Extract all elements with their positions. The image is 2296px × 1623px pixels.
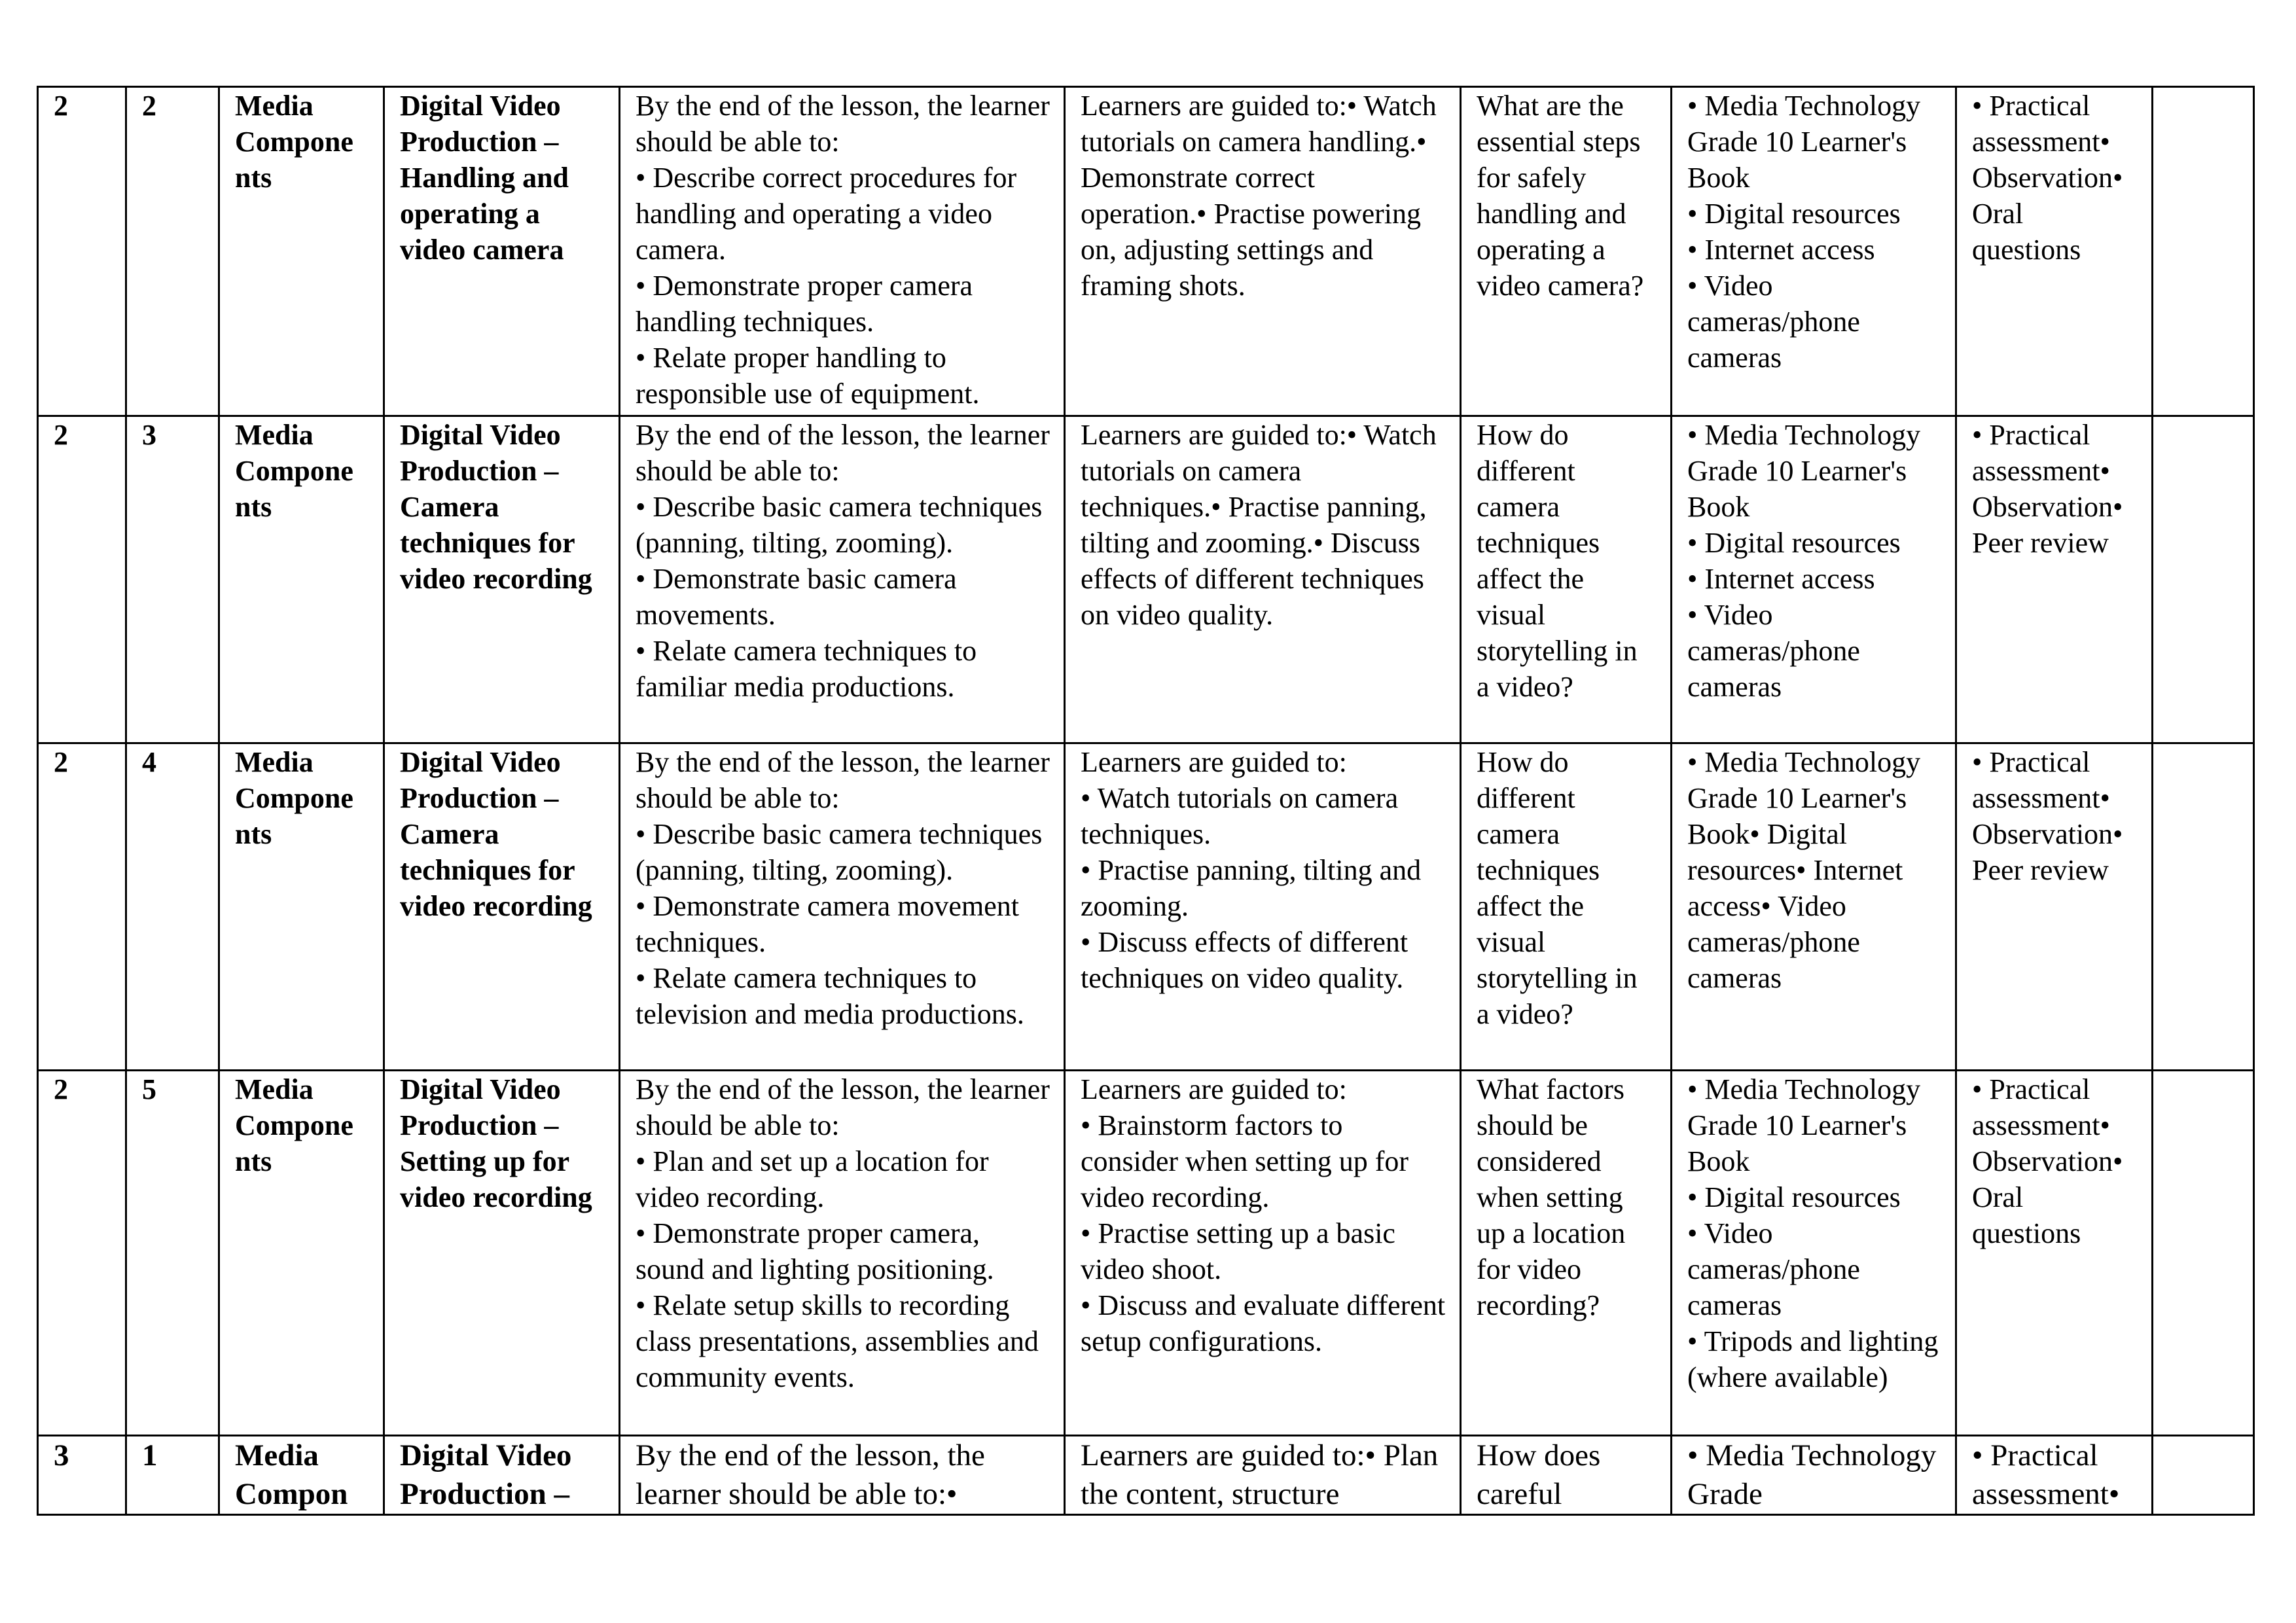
outcomes-intro: By the end of the lesson, the learner should be able to:	[636, 90, 1050, 158]
resources-cell	[1672, 1436, 1956, 1515]
resource-item: • Internet access	[1687, 234, 1875, 266]
outcome-item: • Describe correct procedures for handling and operating a video camera.	[636, 162, 1017, 266]
resource-item: • Digital resources	[1687, 198, 1901, 230]
resources-cell	[1672, 1071, 1956, 1436]
learning-outcomes-cell	[620, 87, 1065, 416]
table-row	[38, 1071, 2254, 1436]
table-row	[38, 416, 2254, 743]
outcomes-intro: By the end of the lesson, the learner should be able to:•	[636, 1438, 985, 1511]
scheme-of-work-table	[37, 86, 2255, 1516]
assessment-cell: • Practical assessment• Observation• Peer review	[1956, 743, 2153, 1071]
learning-outcomes-cell	[620, 743, 1065, 1071]
sub-strand-cell: Digital Video Production – Handling and operating a video camera	[384, 87, 620, 416]
learning-outcomes-cell	[620, 1436, 1065, 1515]
learning-experiences-cell	[1065, 1436, 1461, 1515]
experience-item: • Brainstorm factors to consider when setting up for video recording.	[1081, 1109, 1408, 1213]
sub-strand-cell: Digital Video Production – Setting up for video recording	[384, 1071, 620, 1436]
outcome-item: • Demonstrate camera movement techniques.	[636, 890, 1019, 958]
experience-item: Learners are guided to:• Plan the content, structure	[1081, 1438, 1439, 1511]
learning-experiences-cell	[1065, 743, 1461, 1071]
resource-item: • Media Technology Grade 10 Learner's Book	[1687, 419, 1921, 523]
resource-item: • Media Technology Grade 10 Learner's Book	[1687, 1073, 1921, 1177]
remarks-cell	[2153, 1436, 2254, 1515]
remarks-cell	[2153, 1071, 2254, 1436]
resources-cell	[1672, 87, 1956, 416]
lesson-cell: 5	[126, 1071, 219, 1436]
table-row	[38, 1436, 2254, 1515]
assessment-cell: • Practical assessment•	[1956, 1436, 2153, 1515]
outcome-item: • Relate proper handling to responsible use of equipment.	[636, 342, 980, 410]
resource-item: • Media Technology Grade 10 Learner's Book• Digital resources• Internet access• Video cameras/phone cameras	[1687, 746, 1921, 994]
experience-item: Learners are guided to:• Watch tutorials on camera handling.• Demonstrate correct operation.• Practise powering on, adjusting settings and framing shots.	[1081, 90, 1437, 302]
strand-cell: Media Compone nts	[219, 1071, 384, 1436]
resource-item: • Internet access	[1687, 563, 1875, 595]
experience-item: Learners are guided to:• Watch tutorials on camera techniques.• Practise panning, tilting and zooming.• Discuss effects of different techniques on video quality.	[1081, 419, 1437, 631]
experience-item: Learners are guided to:	[1081, 746, 1347, 778]
outcome-item: • Demonstrate proper camera, sound and lighting positioning.	[636, 1217, 994, 1285]
experience-item: • Discuss and evaluate different setup configurations.	[1081, 1289, 1446, 1357]
resource-item: • Digital resources	[1687, 1181, 1901, 1213]
experience-item: Learners are guided to:	[1081, 1073, 1347, 1105]
experience-item: • Discuss effects of different techniques on video quality.	[1081, 926, 1408, 994]
sub-strand-cell: Digital Video Production –	[384, 1436, 620, 1515]
resource-item: • Media Technology Grade 10 Learner's Book	[1687, 90, 1921, 194]
resources-cell	[1672, 416, 1956, 743]
week-cell: 2	[38, 1071, 126, 1436]
outcomes-intro: By the end of the lesson, the learner should be able to:	[636, 1073, 1050, 1141]
learning-experiences-cell	[1065, 87, 1461, 416]
resource-item: • Video cameras/phone cameras	[1687, 599, 1860, 703]
inquiry-question-cell: How do different camera techniques affect the visual storytelling in a video?	[1461, 416, 1672, 743]
week-cell: 2	[38, 416, 126, 743]
remarks-cell	[2153, 87, 2254, 416]
inquiry-question-cell: How does careful	[1461, 1436, 1672, 1515]
inquiry-question-cell: What are the essential steps for safely handling and operating a video camera?	[1461, 87, 1672, 416]
outcome-item: • Describe basic camera techniques (panning, tilting, zooming).	[636, 491, 1043, 559]
lesson-cell: 2	[126, 87, 219, 416]
strand-cell: Media Compone nts	[219, 87, 384, 416]
learning-outcomes-cell	[620, 1071, 1065, 1436]
lesson-cell: 1	[126, 1436, 219, 1515]
assessment-cell: • Practical assessment• Observation• Oral questions	[1956, 1071, 2153, 1436]
outcome-item: • Relate camera techniques to television and media productions.	[636, 962, 1024, 1030]
outcome-item: • Relate camera techniques to familiar media productions.	[636, 635, 977, 703]
inquiry-question-cell: What factors should be considered when setting up a location for video recording?	[1461, 1071, 1672, 1436]
experience-item: • Watch tutorials on camera techniques.	[1081, 782, 1399, 850]
week-cell: 2	[38, 743, 126, 1071]
outcome-item: • Plan and set up a location for video recording.	[636, 1145, 989, 1213]
sub-strand-cell: Digital Video Production – Camera techniques for video recording	[384, 743, 620, 1071]
assessment-cell: • Practical assessment• Observation• Peer review	[1956, 416, 2153, 743]
experience-item: • Practise panning, tilting and zooming.	[1081, 854, 1422, 922]
outcomes-intro: By the end of the lesson, the learner should be able to:	[636, 419, 1050, 487]
remarks-cell	[2153, 416, 2254, 743]
lesson-cell: 4	[126, 743, 219, 1071]
experience-item: • Practise setting up a basic video shoot.	[1081, 1217, 1395, 1285]
week-cell: 2	[38, 87, 126, 416]
remarks-cell	[2153, 743, 2254, 1071]
outcome-item: • Demonstrate basic camera movements.	[636, 563, 957, 631]
sub-strand-cell: Digital Video Production – Camera techniques for video recording	[384, 416, 620, 743]
outcome-item: • Demonstrate proper camera handling techniques.	[636, 270, 973, 338]
strand-cell: Media Compone nts	[219, 743, 384, 1071]
outcome-item: • Relate setup skills to recording class presentations, assemblies and community events.	[636, 1289, 1039, 1393]
table-row	[38, 87, 2254, 416]
learning-experiences-cell	[1065, 416, 1461, 743]
resource-item: • Video cameras/phone cameras	[1687, 270, 1860, 374]
week-cell: 3	[38, 1436, 126, 1515]
learning-outcomes-cell	[620, 416, 1065, 743]
resource-item: • Tripods and lighting (where available)	[1687, 1325, 1939, 1393]
outcome-item: • Describe basic camera techniques (panning, tilting, zooming).	[636, 818, 1043, 886]
resources-cell	[1672, 743, 1956, 1071]
outcomes-intro: By the end of the lesson, the learner should be able to:	[636, 746, 1050, 814]
strand-cell: Media Compon	[219, 1436, 384, 1515]
table-row	[38, 743, 2254, 1071]
lesson-cell: 3	[126, 416, 219, 743]
resource-item: • Video cameras/phone cameras	[1687, 1217, 1860, 1321]
strand-cell: Media Compone nts	[219, 416, 384, 743]
inquiry-question-cell: How do different camera techniques affect the visual storytelling in a video?	[1461, 743, 1672, 1071]
resource-item: • Digital resources	[1687, 527, 1901, 559]
resource-item: • Media Technology Grade	[1687, 1438, 1937, 1511]
learning-experiences-cell	[1065, 1071, 1461, 1436]
assessment-cell: • Practical assessment• Observation• Oral questions	[1956, 87, 2153, 416]
